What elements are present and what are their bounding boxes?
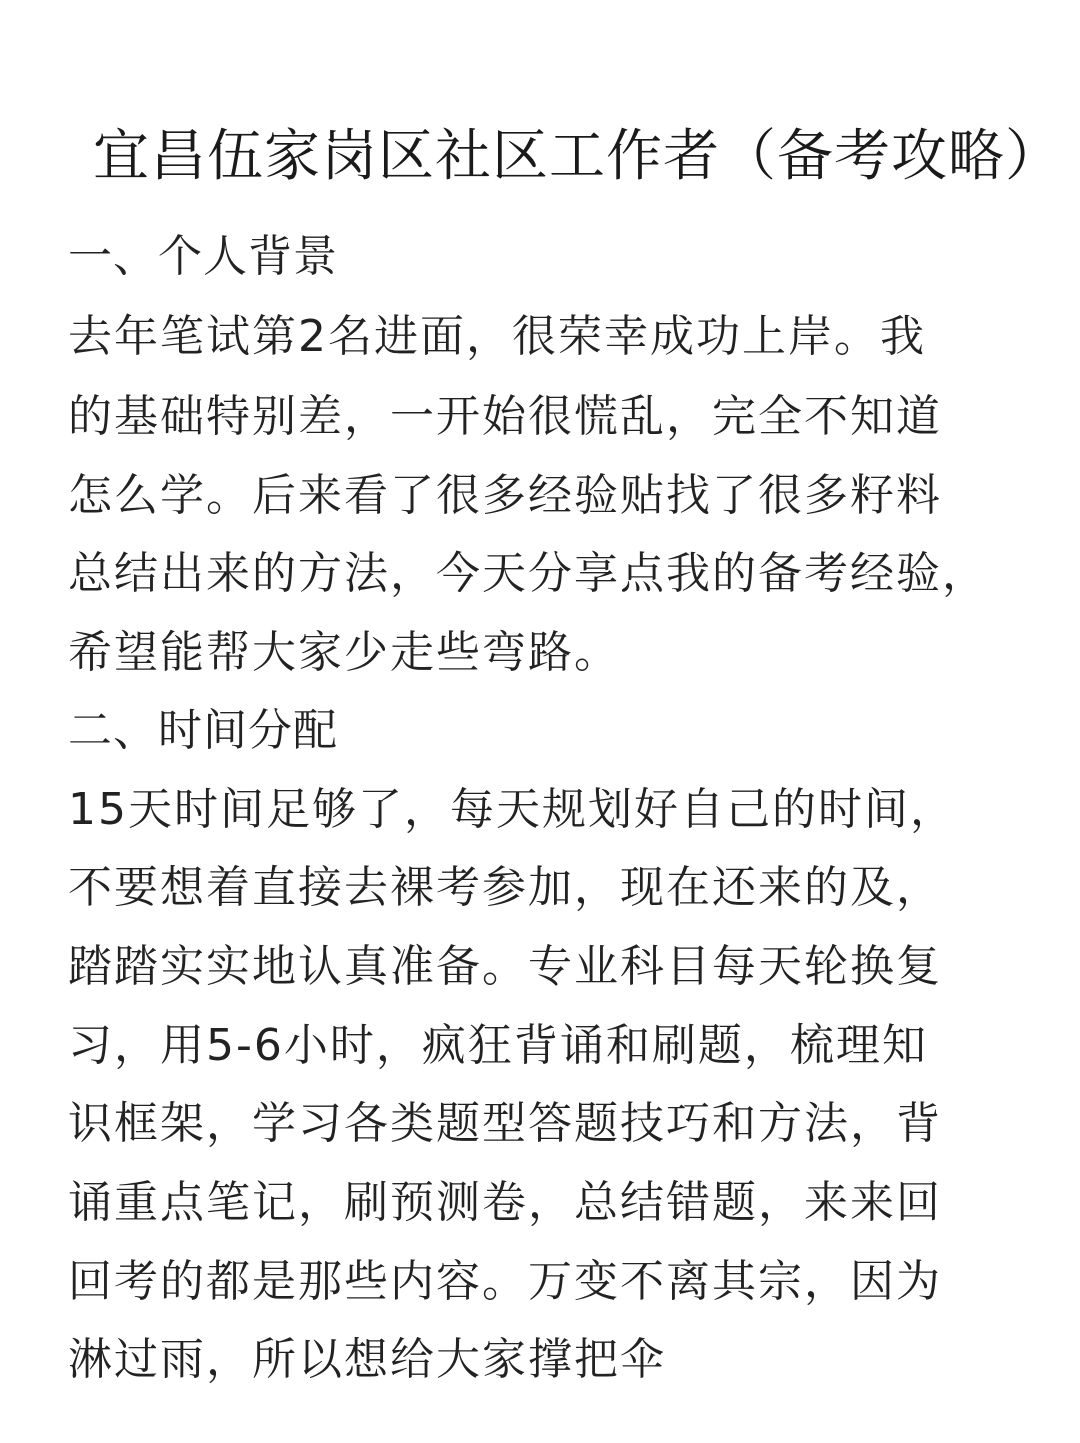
paragraph-line: 怎么学。后来看了很多经验贴找了很多籽料 — [68, 470, 942, 521]
paragraph-line: 去年笔试第2名进面，很荣幸成功上岸。我 — [68, 311, 926, 362]
paragraph-line: 15天时间足够了，每天规划好自己的时间， — [68, 784, 956, 835]
paragraph-line: 希望能帮大家少走些弯路。 — [68, 627, 620, 678]
section-heading-time: 二、时间分配 — [68, 705, 338, 756]
paragraph-line: 识框架，学习各类题型答题技巧和方法，背 — [68, 1098, 942, 1149]
paragraph-line: 不要想着直接去裸考参加，现在还来的及， — [68, 862, 942, 913]
paragraph-line: 总结出来的方法，今天分享点我的备考经验， — [68, 548, 988, 599]
paragraph-line: 习，用5-6小时，疯狂背诵和刷题，梳理知 — [68, 1020, 928, 1071]
paragraph-line: 诵重点笔记，刷预测卷，总结错题，来来回 — [68, 1177, 942, 1228]
page-title: 宜昌伍家岗区社区工作者（备考攻略） — [93, 124, 1062, 189]
paragraph-line: 踏踏实实地认真准备。专业科目每天轮换复 — [68, 941, 942, 992]
paragraph-line: 的基础特别差，一开始很慌乱，完全不知道 — [68, 391, 942, 442]
section-heading-background: 一、个人背景 — [68, 231, 338, 282]
paragraph-line: 回考的都是那些内容。万变不离其宗，因为 — [68, 1256, 942, 1307]
paragraph-line: 淋过雨，所以想给大家撑把伞 — [68, 1334, 666, 1385]
